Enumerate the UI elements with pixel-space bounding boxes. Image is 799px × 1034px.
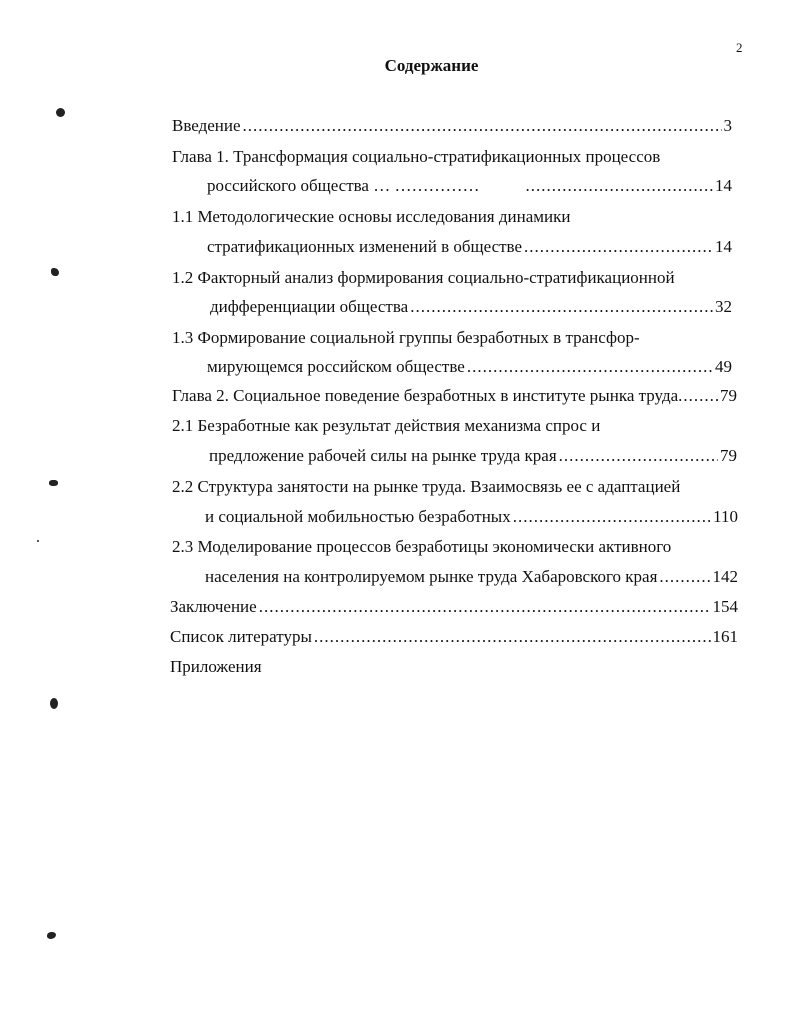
toc-entry-2-3 (205, 565, 738, 589)
toc-entry-1-2 (210, 295, 732, 319)
toc-entry-2-1-line1: 2.1 Безработные как результат действия механизма спрос и (172, 416, 601, 435)
toc-entry-label: Заключение (170, 597, 257, 616)
toc-entry-label: Список литературы (170, 627, 312, 646)
toc-entry-chapter-1-line1: Глава 1. Трансформация социально-стратификационных процессов (172, 147, 661, 166)
toc-entry-1-3 (207, 355, 732, 379)
scan-mark (51, 268, 59, 276)
toc-entry-page: 154 (712, 597, 738, 616)
toc-entry-page: 142 (712, 567, 738, 586)
dot-leader (467, 355, 713, 379)
dot-leader (678, 384, 720, 408)
toc-entry-page: 79 (720, 386, 737, 405)
toc-entry-label: российского общества … …………… (207, 176, 480, 195)
toc-entry-1-2-line1: 1.2 Факторный анализ формирования социально-стратификационной (172, 268, 675, 287)
toc-entry-page: 49 (715, 357, 732, 376)
toc-entry-page: 32 (715, 297, 732, 316)
scan-mark (56, 108, 65, 117)
toc-entry-label: предложение рабочей силы на рынке труда края (209, 446, 557, 465)
scan-mark (49, 480, 58, 486)
toc-entry-2-1 (209, 444, 737, 468)
dot-leader (525, 174, 713, 198)
toc-entry-2-2-line1: 2.2 Структура занятости на рынке труда. Взаимосвязь ее с адаптацией (172, 477, 681, 496)
scan-mark (37, 540, 39, 542)
toc-entry-bibliography (170, 625, 738, 649)
toc-entry-1-1 (207, 235, 732, 259)
toc-entry-label: населения на контролируемом рынке труда Хабаровского края (205, 567, 658, 586)
toc-entry-appendices: Приложения (170, 657, 262, 676)
toc-entry-label: и социальной мобильностью безработных (205, 507, 511, 526)
toc-entry-page: 161 (712, 627, 738, 646)
page-number: 2 (736, 40, 743, 55)
dot-leader (513, 505, 711, 529)
dot-leader (243, 114, 722, 138)
toc-entry-label: дифференциации общества (210, 297, 409, 316)
toc-entry-label: мирующемся российском обществе (207, 357, 465, 376)
toc-entry-2-2 (205, 505, 738, 529)
toc-entry-label: стратификационных изменений в обществе (207, 237, 523, 256)
toc-entry-page: 110 (713, 507, 738, 526)
page-title: Содержание (384, 56, 479, 75)
toc-entry-intro (172, 114, 732, 138)
toc-entry-2-3-line1: 2.3 Моделирование процессов безработицы экономически активного (172, 537, 672, 556)
toc-entry-page: 3 (723, 116, 732, 135)
dot-leader (410, 295, 713, 319)
dot-leader (659, 565, 710, 589)
toc-entry-page: 14 (715, 176, 732, 195)
toc-entry-page: 79 (720, 446, 737, 465)
toc-entry-label: Введение (172, 116, 241, 135)
dot-leader (259, 595, 711, 619)
scan-mark (50, 698, 58, 709)
dot-leader (314, 625, 711, 649)
toc-entry-conclusion (170, 595, 738, 619)
toc-entry-chapter-1 (207, 174, 732, 198)
toc-entry-1-3-line1: 1.3 Формирование социальной группы безработных в трансфор- (172, 328, 640, 347)
toc-entry-page: 14 (715, 237, 732, 256)
toc-entry-1-1-line1: 1.1 Методологические основы исследования динамики (172, 207, 571, 226)
dot-leader (559, 444, 718, 468)
toc-entry-label: Глава 2. Социальное поведение безработных в институте рынка труда (172, 386, 679, 405)
dot-leader (524, 235, 713, 259)
toc-entry-chapter-2 (172, 384, 737, 408)
